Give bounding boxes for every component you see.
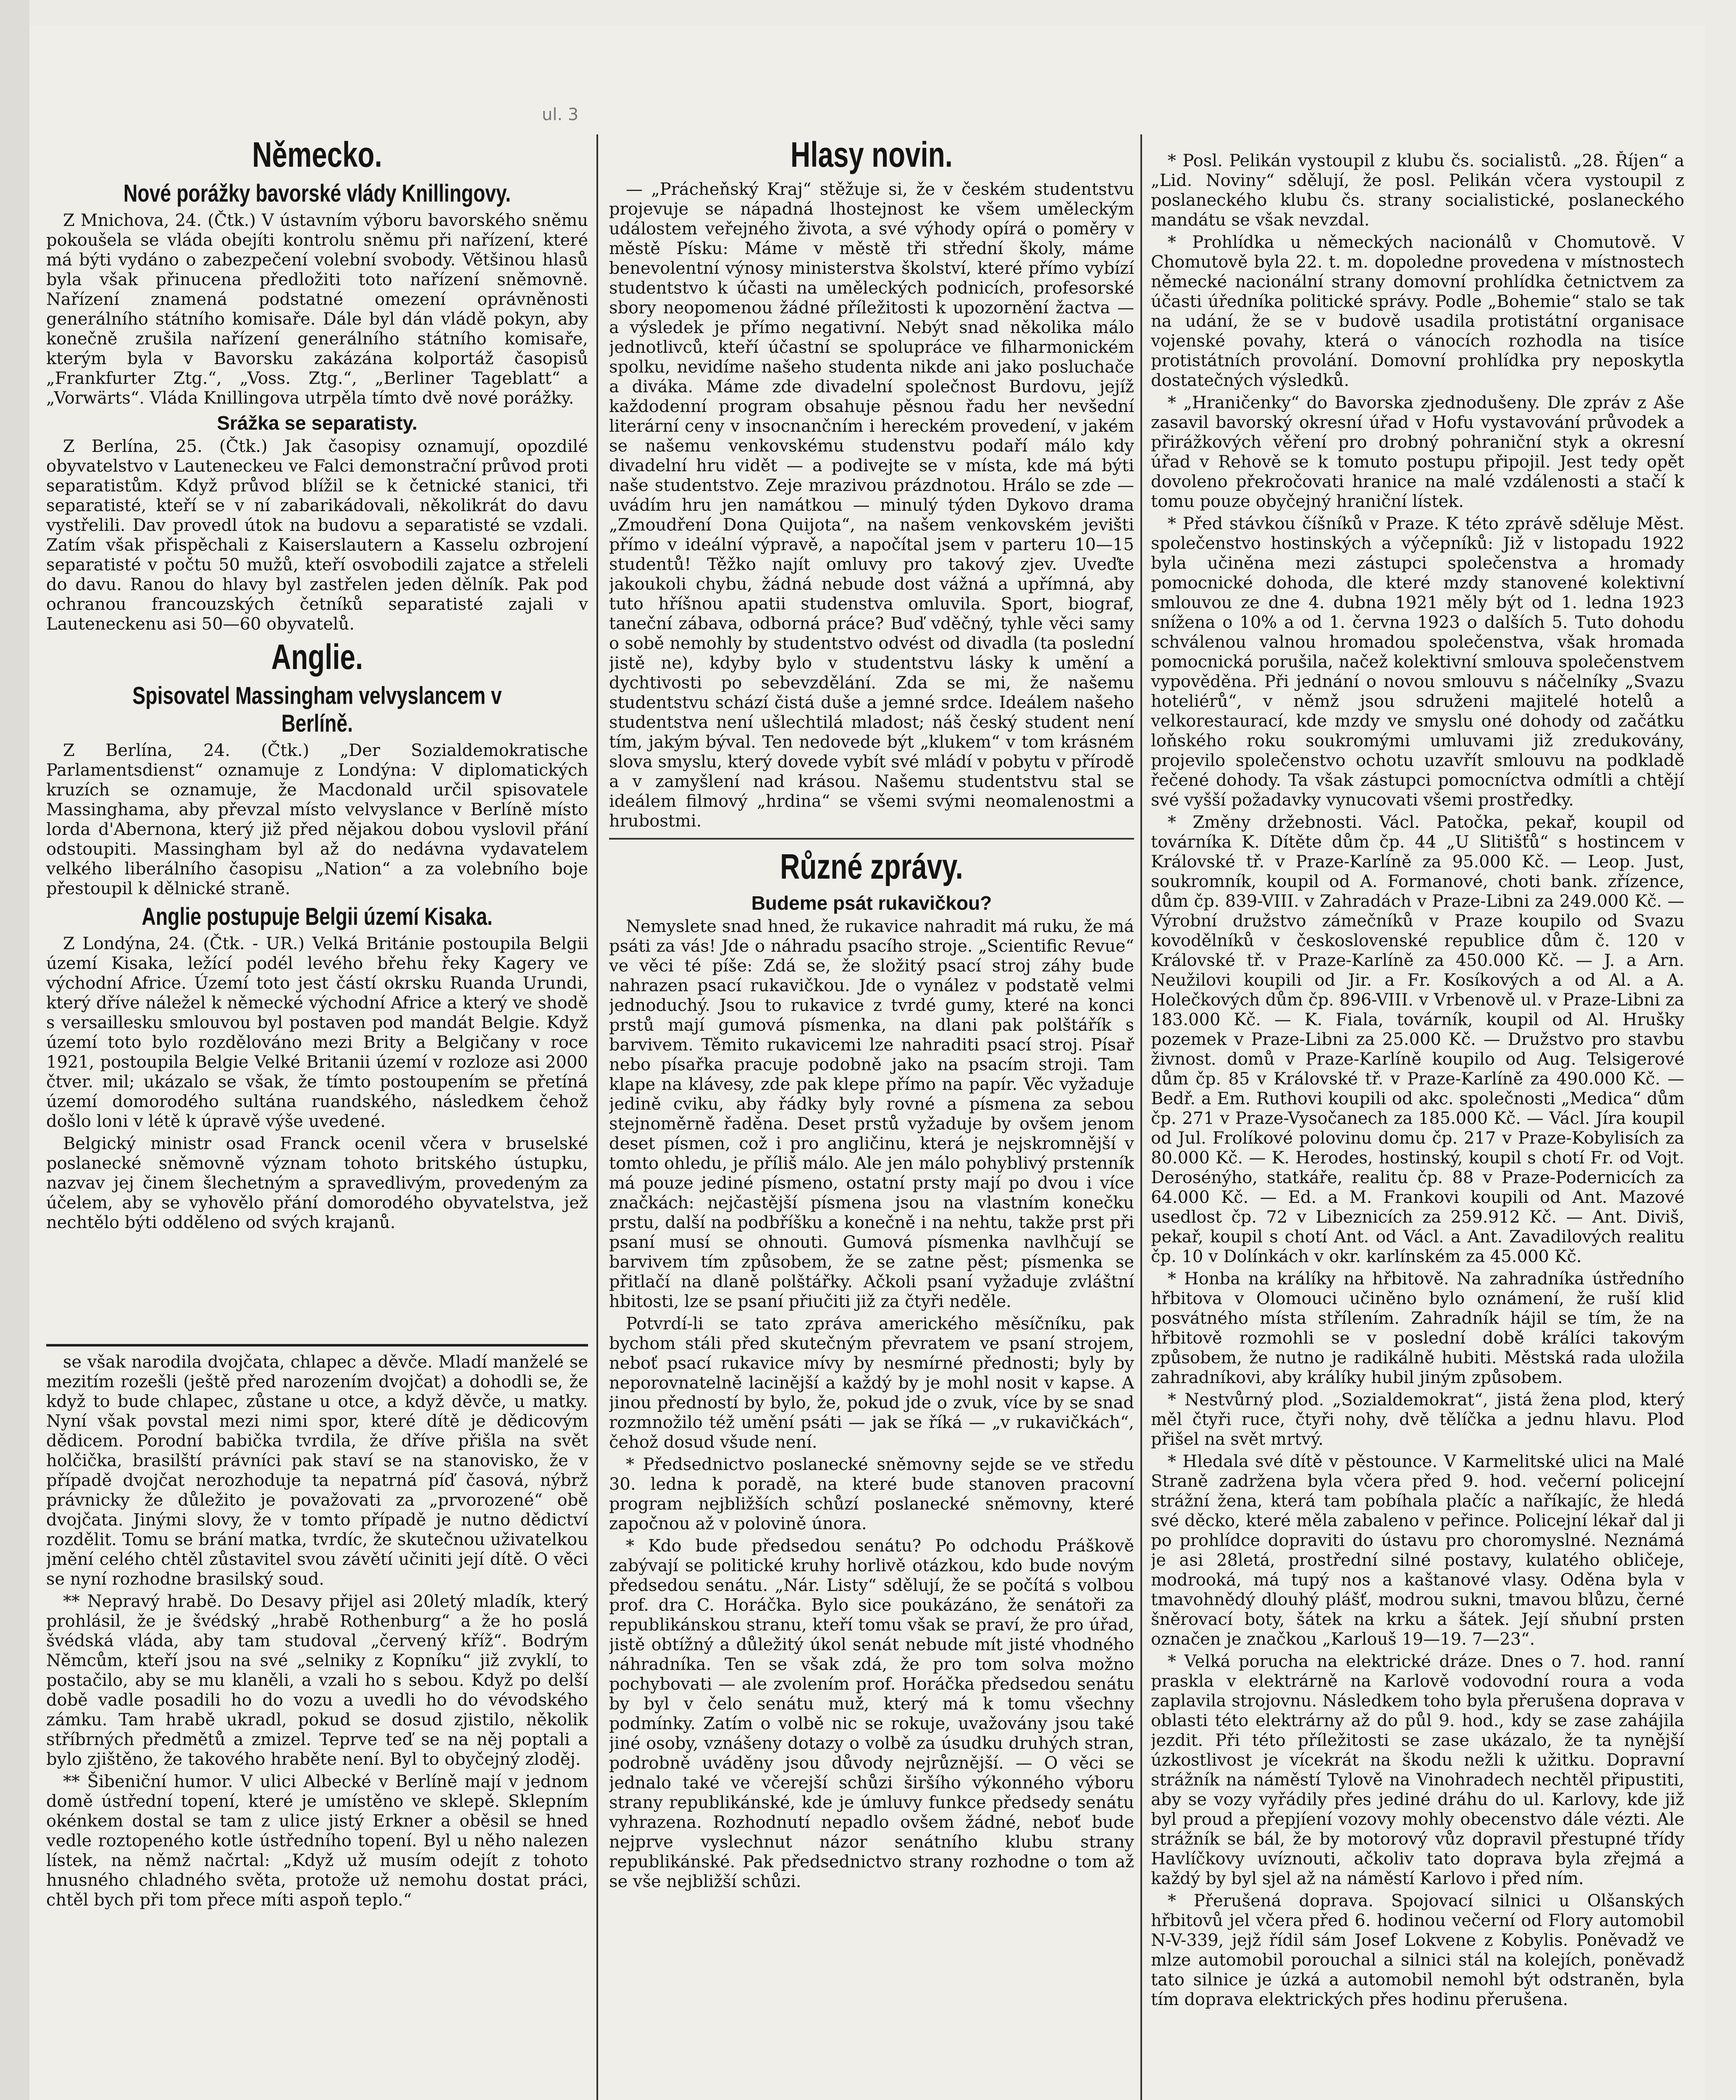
column-1 (46, 134, 588, 1340)
column-rule (1140, 134, 1142, 2100)
column-rule (596, 134, 598, 2100)
article-body: se však narodila dvojčata, chlapec a děvče. Mladí manželé se mezitím rozešli (ještě před narozením dvojčat) a dohodli se, že když to bude chlapec, zůstane u otce, a když děvče, u matky. Nyní však povstal mezi nimi spor, které dítě je dědicovým dědicem. Porodní babička tvrdila, že dříve přišla na svět holčička, brasilští právníci pak staví se na stanovisko, že v případě dvojčat nerozhoduje ta nepatrná píď časová, nýbrž právnicky že důležito je považovati za „prvorozené“ obě dvojčata. Jinými slovy, že v tomto případě je nutno dědictví rozdělit. Tomu se brání matka, tvrdíc, že skutečnou uživatelkou jmění celého chtěl zůstavitel svou závětí učiniti její dítě. O věci se nyní rozhodne brasilský soud. (46, 1352, 588, 1589)
headline: Budeme psát rukavičkou? (751, 892, 992, 914)
headline: Srážka se separatisty. (217, 412, 418, 434)
article-body: Z Berlína, 24. (Čtk.) „Der Sozialdemokratische Parlamentsdienst“ oznamuje z Londýna: V diplomatických kruzích se oznamuje, že Macdonald určil spisovatele Massinghama, aby převzal místo velvyslance v Berlíně místo lorda d'Abernona, který již před nějakou dobou vyslovil přání odstoupiti. Massingham byl až do nedávna vydavatelem velkého liberálního časopisu „Nation“ a za volebního boje přestoupil k dělnické straně. (46, 741, 588, 898)
section-title-germany: Německo. (252, 135, 382, 174)
article-body: — „Prácheňský Kraj“ stěžuje si, že v českém studentstvu projevuje se nápadná lhostejnost ke všem uměleckým událostem veřejného života, a své výhody opírá o poměry v městě Písku: Máme v městě tři střední školy, máme benevolentní výnosy ministerstva školství, které přímo vybízí studentstvo k účasti na uměleckých podnicích, profesorské sbory neopomenou žádné příležitosti k upozornění žactva — a výsledek je přímo negativní. Nebýt snad několika málo jednotlivců, kteří účastní se spolupráce ve filharmonickém spolku, nevidíme našeho studenta nikde ani jako posluchače a diváka. Máme zde divadelní společnost Burdovu, jejíž každodenní program obsahuje pěsnou řadu her nevšední literární ceny v insocnančním i hereckém provedení, v jakém se našemu venkovskému studenstvu podaří málo kdy divadelní hru vidět — a podivejte se v místa, kde má býti naše studentstvo. Zeje mrazivou prázdnotou. Hrálo se zde — uvádím hru jen namátkou — minulý týden Dykovo drama „Zmoudření Dona Quijota“, na našem venkovském jevišti přímo v ideální výpravě, a napočítal jsem v parteru 10—15 studentů! Těžko najít omluvy pro takový zjev. Uveďte jakoukoli chybu, žádná nebude dost vážná a upřímná, aby tuto hříšnou apatii studenstva omluvila. Sport, biograf, taneční zábava, odborná práce? Buď vděčný, tyhle věci samy o sobě nemohly by studentstvo odvést od divadla (ta poslední jistě ne), kdyby bylo v studentstvu lásky k umění a dychtivosti po sebevzdělání. Zda se mi, že našemu studentstvu schází čistá duše a jemné srdce. Ideálem našeho studentstva není ušlechtilá mladost; náš český student není tím, jakým býval. Ten nedovede být „klukem“ v tom krásném slova smyslu, který dovede vybít své mládí v pobytu v přírodě a v zamyšlení nad krásou. Našemu studentstvu stal se ideálem filmový „hrdina“ se všemi svými neomalenostmi a hrubostmi. (609, 180, 1134, 831)
column-divider-horizontal (46, 1344, 588, 1347)
news-item: * Posl. Pelikán vystoupil z klubu čs. socialistů. „28. Říjen“ a „Lid. Noviny“ sdělují, že posl. Pelikán včera vystoupil z poslaneckého klubu čs. strany socialistické, poslaneckého mandátu se však nevzdal. (1151, 151, 1684, 230)
news-item: * Přerušená doprava. Spojovací silnici u Olšanských hřbitovů jel včera před 6. hodinou večerní od Flory automobil N-V-339, jejž řídil sám Josef Lokvene z Kobylis. Poněvadž ve mlze automobil porouchal a silnici stál na kolejích, poněvadž tato silnice je úzká a automobil nemohl být odstraněn, byla tím doprava elektrických přes hodinu přerušena. (1151, 1891, 1684, 2009)
news-item: * Kdo bude předsedou senátu? Po odchodu Práškově zabývají se politické kruhy horlivě otázkou, kdo bude novým předsedou senátu. „Nár. Listy“ sdělují, že se počítá s volbou prof. dra C. Horáčka. Bylo sice poukázáno, že senátoři za republikánskou stranu, kteří tomu však se praví, že pro úřad, jistě obtížný a důležitý úkol senát nebude mít jisté vhodného náhradníka. Ten se však zdá, že pro tom solva možno pochybovati — ale zvolením prof. Horáčka předsedou senátu by byl v čelo senátu muž, který má k tomu všechny podmínky. Zatím o volbě nic se rokuje, uvažovány jsou také jiné osoby, vznášeny dotazy o volbě za úsudku druhých stran, podrobně uváděny jsou důvody nejrůznější. — O věci se jednalo také ve včerejší schůzi širšího výkonného výboru strany republikánské, kde je úmluvy funkce předsedy senátu vyhrazena. Rozhodnutí nepadlo ovšem žádné, neboť bude nejprve vyslechnut názor senátního klubu strany republikánské. Pak předsednictvo strany rozhodne o tom až se vše nejbližší schůzi. (609, 1536, 1134, 1891)
article-body: Belgický ministr osad Franck ocenil včera v bruselské poslanecké sněmovně význam tohoto britského ústupku, nazvav jej činem šlechetným a spravedlivým, provedeným za účelem, aby se vyhovělo přání domorodého obyvatelstva, jež nechtělo býti odděleno od svých krajanů. (46, 1134, 588, 1232)
section-title-england: Anglie. (271, 637, 363, 677)
section-divider (609, 838, 1134, 840)
article-body: Z Berlína, 25. (Čtk.) Jak časopisy oznamují, opozdilé obyvatelstvo v Lauteneckeu ve Falci demonstrační průvod proti separatistům. Když průvod blížil se k četnické stanici, tři separatisté, kteří se v ní zabarikádovali, několikrát do davu vystřelili. Dav provedl útok na budovu a separatisté se vzdali. Zatím však přispěchali z Kaiserslautern a Kasselu ozbrojení separatisté v počtu 50 mužů, kteří osvobodili zajatce a střeleli do davu. Ranou do hlavy byl zastřelen jeden dělník. Pak pod ochranou francouzských četníků separatisté zajali v Lauteneckenu asi 50—60 obyvatelů. (46, 437, 588, 634)
article-body: ** Šibeniční humor. V ulici Albecké v Berlíně mají v jednom domě ústřední topení, které je umístěno ve sklepě. Sklepním okénkem dostal se tam z ulice jistý Erkner a oběsil se hned vedle roztopeného kotle ústředního topení. Byl u něho nalezen lístek, na němž načrtal: „Když už musím odejít z tohoto hnusného chladného světa, protože už nemohu dostat práci, chtěl bych při tom přece míti aspoň teplo.“ (46, 1772, 588, 1910)
article-body: Z Mnichova, 24. (Čtk.) V ústavním výboru bavorského sněmu pokoušela se vláda obejíti kontrolu sněmu při nařízení, které má býti vydáno o zabezpečení volební svobody. Většinou hlasů byla však přinucena předložiti toto nařízení sněmovně. Nařízení znamená podstatné omezení oprávněnosti generálního státního komisaře. Dále byl dán vládě pokyn, aby konečně zrušila nařízení generálního státního komisaře, kterým byla v Bavorsku zakázána kolportáž časopisů „Frankfurter Ztg.“, „Voss. Ztg.“, „Berliner Tageblatt“ a „Vorwärts“. Vláda Knillingova utrpěla tímto dvě nové porážky. (46, 211, 588, 408)
column-2 (609, 134, 1134, 2100)
headline: Anglie postupuje Belgii území Kisaka. (142, 903, 493, 930)
section-title-various-news: Různé zprávy. (780, 847, 963, 886)
column-3 (1151, 151, 1684, 2100)
news-item: * „Hraničenky“ do Bavorska zjednodušeny. Dle zpráv z Aše zasavil bavorský okresní úřad v Hofu vystavování průvodek a přirážkových věření pro drobný pohraniční styk a okresní úřad v Rehově se k tomuto postupu připojil. Jest tedy opět dovoleno překročovati hranice na malé vzdálenosti a stačí k tomu pouze obyčejný hraniční lístek. (1151, 393, 1684, 511)
news-item: * Před stávkou číšníků v Praze. K této zprávě sděluje Měst. společenstvo hostinských a výčepníků: Již v listopadu 1922 byla učiněna mezi zástupci společenstva a hromady pomocnické dohoda, dle které mzdy stanovené kolektivní smlouvou ze dne 4. dubna 1921 měly být od 1. ledna 1923 snížena o 10% a od 1. června 1923 o dalších 5. Tuto dohodu schválenou valnou hromadou společenstva, však hromada pomocnická porušila, načež kolektivní smlouva společenstvem vypověděna. Při jednání o novou smlouvu s náčelníky „Svazu hoteliérů“, v němž jsou sdruženi majitelé hotelů a velkorestaurací, kde mzdy ve smyslu oné dohody od začátku loňského roku soukromými umluvami již zredukovány, projevilo společenstvo ochotu uzavřít smlouvu na podkladě řečené dohody. Ta však zástupci pomocníctva odmítli a chtějí své vyšší požadavky vynucovati všemi prostředky. (1151, 514, 1684, 810)
news-item: * Hledala své dítě v pěstounce. V Karmelitské ulici na Malé Straně zadržena byla včera před 9. hod. večerní policejní strážní žena, která tam pobíhala plačíc a naříkajíc, že hledá své děcko, které měla zabaleno v peřince. Policejní lékař dal ji po prohlídce dopraviti do ústavu pro choromyslné. Neznámá je asi 28letá, prostřední silné postavy, kulatého obličeje, modrooká, má tupý nos a kaštanové vlasy. Oděna byla v tmavohnědý dlouhý plášť, modrou sukni, tmavou blůzu, černé šněrovací boty, šátek na krku a šátek. Její sňubní prsten označen je značkou „Karlouš 19—19. 7—23“. (1151, 1452, 1684, 1649)
scan-edge (0, 0, 29, 2100)
news-item: * Předsednictvo poslanecké sněmovny sejde se ve středu 30. ledna k poradě, na které bude stanoven pracovní program nejbližších schůzí poslanecké sněmovny, které započnou až v polovině února. (609, 1455, 1134, 1533)
news-item: * Honba na králíky na hřbitově. Na zahradníka ústředního hřbitova v Olomouci učiněno bylo oznámení, že ruší klid posvátného místa střílením. Zahradník hájil se tím, že na hřbitově rozmohli se v poslední době králíci takovým způsobem, že nutno je radikálně hubiti. Městská rada uložila zahradníkovi, aby králíky hubil jiným způsobem. (1151, 1269, 1684, 1387)
article-body: Z Londýna, 24. (Čtk. - UR.) Velká Británie postoupila Belgii území Kisaka, ležící podél levého břehu řeky Kagery ve východní Africe. Území toto jest částí okrsku Ruanda Urundi, který dříve náležel k německé východní Africe a který ve shodě s versaillesku smlouvou byl postaven pod mandát Belgie. Když území toto bylo rozdělováno mezi Brity a Belgičany v roce 1921, postoupila Belgie Velké Britanii území v rozloze asi 2000 čtver. mil; ukázalo se však, že tímto postoupením se přetíná území domorodého sultána ruandského, následkem čehož došlo loni v létě k úpravě výše uvedené. (46, 934, 588, 1131)
news-item: * Velká porucha na elektrické dráze. Dnes o 7. hod. ranní praskla v elektrárně na Karlově vodovodní roura a voda zaplavila strojovnu. Následkem toho byla přerušena doprava v oblasti této elektrárny až do půl 9. hod., kdy se zase zahájila jezdit. Při této příležitosti se zase ukázalo, že ta nynější úzkostlivost je vícekrát na škodu nežli k užitku. Dopravní strážník na náměstí Tylově na Vinohradech nechtěl připustiti, aby se vozy vyřádily přes jediné dráhu do ul. Karlovy, kde již byl proud a přepjíení vozovy mohly obecenstvo dále vézti. Ale strážník se bál, že by motorový vůz dopravil přestupné třídy Havlíčkovy uvíznouti, ačkoliv tato doprava byla zřejmá a každý by byl sjel až na náměstí Karlovo i před ním. (1151, 1652, 1684, 1888)
article-body: Potvrdí-li se tato zpráva amerického měsíčníku, pak bychom stáli před skutečným převratem ve psaní strojem, neboť psací rukavice mívy by nesmírné přednosti; byly by neporovnatelně lacinější a každý by je mohl nosit v kapse. A jinou předností by bylo, že, pokud jde o zvuk, více by se snad rozmnožilo též umění psáti — jak se říká — „v rukavičkách“, čehož dosud všude není. (609, 1314, 1134, 1452)
section-title-press-voices: Hlasy novin. (791, 135, 953, 174)
news-item: * Nestvůrný plod. „Sozialdemokrat“, jistá žena plod, který měl čtyři ruce, čtyři nohy, dvě tělíčka a jednu hlavu. Plod přišel na svět mrtvý. (1151, 1390, 1684, 1449)
news-item: * Změny držebnosti. Václ. Patočka, pekař, koupil od továrníka K. Dítěte dům čp. 44 „U Slitišťů“ s hostincem v Královské tř. v Praze-Karlíně za 95.000 Kč. — Leop. Just, soukromník, koupil od A. Formanové, choti bank. zřízence, dům čp. 839-VIII. v Zahradách v Praze-Libni za 249.000 Kč. — Výrobní družstvo zámečníků v Praze koupilo od Svazu kovodělníků v československé republice dům č. 120 v Královské tř. v Praze-Karlíně za 450.000 Kč. — J. a Arn. Neužilovi koupili od Jir. a Fr. Kosíkových a od Al. a A. Holečkových dům čp. 896-VIII. v Vrbenově ul. v Praze-Libni za 183.000 Kč. — K. Fiala, továrník, koupil od Al. Hrušky pozemek v Praze-Libni za 25.000 Kč. — Družstvo pro stavbu živnost. domů v Praze-Karlíně koupilo od Aug. Telsigerové dům čp. 85 v Královské tř. v Praze-Karlíně za 490.000 Kč. — Bedř. a Em. Ruthovi koupili od akc. společnosti „Medica“ dům čp. 271 v Praze-Vysočanech za 185.000 Kč. — Václ. Jíra koupil od Jul. Frolíkové polovinu domu čp. 217 v Praze-Kobylisích za 80.000 Kč. — K. Herodes, hostinský, koupil s chotí Fr. od Vojt. Derosénýho, statkáře, realitu čp. 88 v Praze-Podernicích za 64.000 Kč. — Ed. a M. Frankovi koupili od Ant. Mazové usedlost čp. 72 v Libeznicích za 259.912 Kč. — Ant. Diviš, pekař, koupil s chotí Ant. od Václ. a Ant. Zavadilových realitu čp. 10 v Dolínkách v okr. karlínském za 45.000 Kč. (1151, 813, 1684, 1266)
headline: Nové porážky bavorské vlády Knillingovy. (123, 180, 511, 207)
article-body: ** Nepravý hrabě. Do Desavy přijel asi 20letý mladík, který prohlásil, že je švédský „hrabě Rothenburg“ a že ho poslá švédská vláda, aby tam studoval „červený kříž“. Bodrým Němcům, kteří jsou na své „selniky z Kopníku“ již zvyklí, to postačilo, aby se mu klaněli, a vzali ho s sebou. Když po delší době vadle posadili ho do vozu a uvedli ho do vévodského zámku. Tam hrabě ukradl, pokud se dosud zjistilo, několik stříbrných předmětů a zmizel. Teprve teď se na něj poptali a bylo zjištěno, že takového hraběte není. Byl to obyčejný zloděj. (46, 1592, 588, 1769)
article-body: Nemyslete snad hned, že rukavice nahradit má ruku, že má psáti za vás! Jde o náhradu psacího stroje. „Scientific Revue“ ve věci té píše: Zdá se, že složitý psací stroj záhy bude nahrazen psací rukavičkou. Jde o vynález v podstatě velmi jednoduchý. Jsou to rukavice z tvrdé gumy, které na konci prstů mají gumová písmenka, na dlani pak polštářík s barvivem. Těmito rukavicemi lze nahraditi psací stroj. Písař nebo písařka pracuje podobně jako na psacím stroji. Tam klape na klávesy, zde pak klepe přímo na papír. Věc vyžaduje jedině cviku, aby řádky byly rovné a písmena za sebou stejnoměrně řaděna. Deset prstů vyžaduje by ovšem jenom deset písmen, což i pro angličinu, která je nejskromnější v tomto ohledu, je příliš málo. Ale jen málo pohyblivý prstenník má pouze jediné písmeno, ostatní prsty mají po dvou i více značkách: nejčastější písmena jsou na vlastním konečku prstu, další na podbříšku a konečně i na nehtu, takže prst při psaní musí se ohnouti. Gumová písmenka navlhčují se barvivem tím způsobem, že se zatne pěst; písmenka se přitlačí na dlaně polštářky. Ačkoli psaní vyžaduje zvláštní hbitosti, lze se psaní přiučiti již za čtyři neděle. (609, 917, 1134, 1311)
column-1-continued (46, 1352, 588, 2100)
headline: Spisovatel Massingham velvyslancem v Berlíně. (132, 682, 502, 737)
masthead-fragment: ul. 3 (542, 105, 579, 124)
news-item: * Prohlídka u německých nacionálů v Chomutově. V Chomutově byla 22. t. m. dopoledne provedena v místnostech německé nacionální strany domovní prohlídka četnictvem za účasti úředníka politické správy. Podle „Bohemie“ stalo se tak na udání, že se v budově usadila protistátní organisace vojenské povahy, která o vánocích rozhodla na tisíce protistátních provolání. Domovní prohlídka pry neposkytla dostatečných výsledků. (1151, 233, 1684, 390)
